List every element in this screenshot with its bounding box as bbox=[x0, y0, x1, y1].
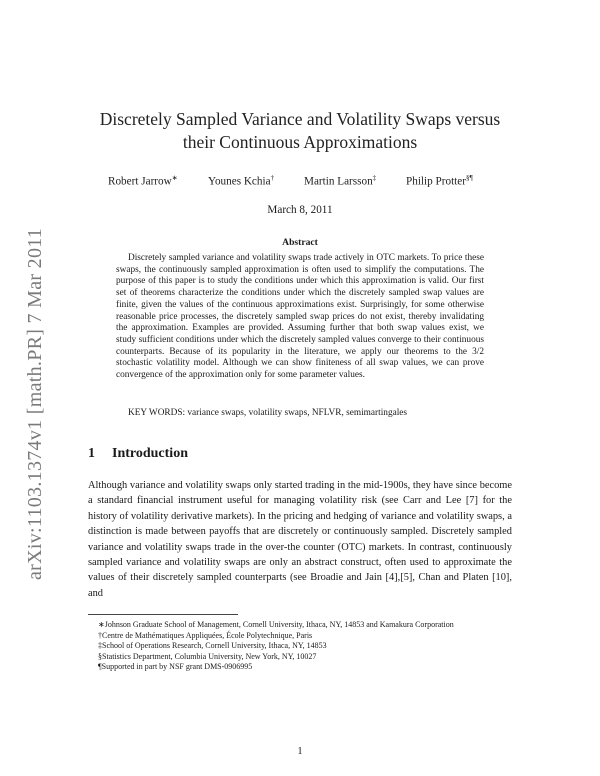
title-line-2: their Continuous Approximations bbox=[182, 132, 418, 152]
arxiv-id: arXiv:1103.1374v1 [math.PR] 7 Mar 2011 bbox=[24, 227, 46, 580]
footnote-3: ‡School of Operations Research, Cornell University, Ithaca, NY, 14853 bbox=[98, 641, 327, 651]
keywords: KEY WORDS: variance swaps, volatility swaps, NFLVR, semimartingales bbox=[128, 408, 408, 418]
author-mark: ‡ bbox=[372, 174, 377, 182]
author-2 bbox=[208, 174, 274, 188]
footnote-1: ∗Johnson Graduate School of Management, Cornell University, Ithaca, NY, 14853 and Kamakura Corporation bbox=[98, 620, 454, 629]
author-4 bbox=[406, 174, 473, 188]
author-name: Robert Jarrow bbox=[108, 175, 172, 188]
author-name: Younes Kchia bbox=[208, 175, 271, 188]
section-heading bbox=[88, 446, 188, 462]
author-name: Martin Larsson bbox=[304, 175, 373, 188]
page-number: 1 bbox=[297, 746, 303, 757]
footnote-4: §Statistics Department, Columbia University, New York, NY, 10027 bbox=[98, 651, 317, 661]
title-line-1: Discretely Sampled Variance and Volatility Swaps versus bbox=[99, 109, 501, 129]
paper-date: March 8, 2011 bbox=[267, 204, 333, 216]
author-mark: † bbox=[270, 174, 275, 182]
footnotes bbox=[88, 620, 512, 673]
author-mark: ∗ bbox=[171, 174, 178, 182]
footnote-rule bbox=[88, 614, 238, 615]
author-3 bbox=[304, 174, 376, 188]
author-mark: §¶ bbox=[465, 174, 473, 182]
footnote-2: †Centre de Mathématiques Appliquées, École Polytechnique, Paris bbox=[98, 630, 313, 640]
abstract-text: Discretely sampled variance and volatility swaps trade actively in OTC markets. To price these swaps, the continuously sampled approximation is often used to simplify the computations. The purpose of this paper is to study the conditions under which this approximation is valid. Our first set of theorems characterize the conditions under which the discretely sampled swap values are finite, given the values of the continuous approximations exist. Surprisingly, for some otherwise reasonable price processes, the discretely sampled swap prices do not exist, thereby invalidating the approximation. Examples are provided. Assuming further that both swap values exist, we study sufficient conditions under which the discretely sampled values converge to their continuous counterparts. Because of its popularity in the literature, we apply our theorems to the 3/2 stochastic volatility model. Although we can show finiteness of all swap values, we can prove convergence of the approximation only for some parameter values. bbox=[116, 253, 484, 381]
paper-title bbox=[88, 108, 512, 154]
intro-paragraph: Although variance and volatility swaps only started trading in the mid-1900s, they have since become a standard financial instrument useful for managing volatility risk (see Carr and Lee [7] for the history of volatility derivative markets). In the pricing and hedging of variance and volatility swaps, a distinction is made between payoffs that are discretely or continuously sampled. Discretely sampled variance and volatility swaps trade in the over-the counter (OTC) markets. In contrast, continuously sampled variance and volatility swaps are only an abstract construct, often used to approximate the values of their discretely sampled counterparts (see Broadie and Jain [4],[5], Chan and Platen [10], and bbox=[88, 480, 512, 599]
section-number: 1 bbox=[88, 446, 95, 461]
footnote-5: ¶Supported in part by NSF grant DMS-0906995 bbox=[98, 662, 253, 672]
abstract-heading: Abstract bbox=[282, 237, 318, 248]
arxiv-sidebar-stamp bbox=[24, 160, 52, 580]
section-title: Introduction bbox=[112, 446, 188, 461]
author-name: Philip Protter bbox=[406, 175, 466, 188]
author-1 bbox=[108, 174, 178, 188]
